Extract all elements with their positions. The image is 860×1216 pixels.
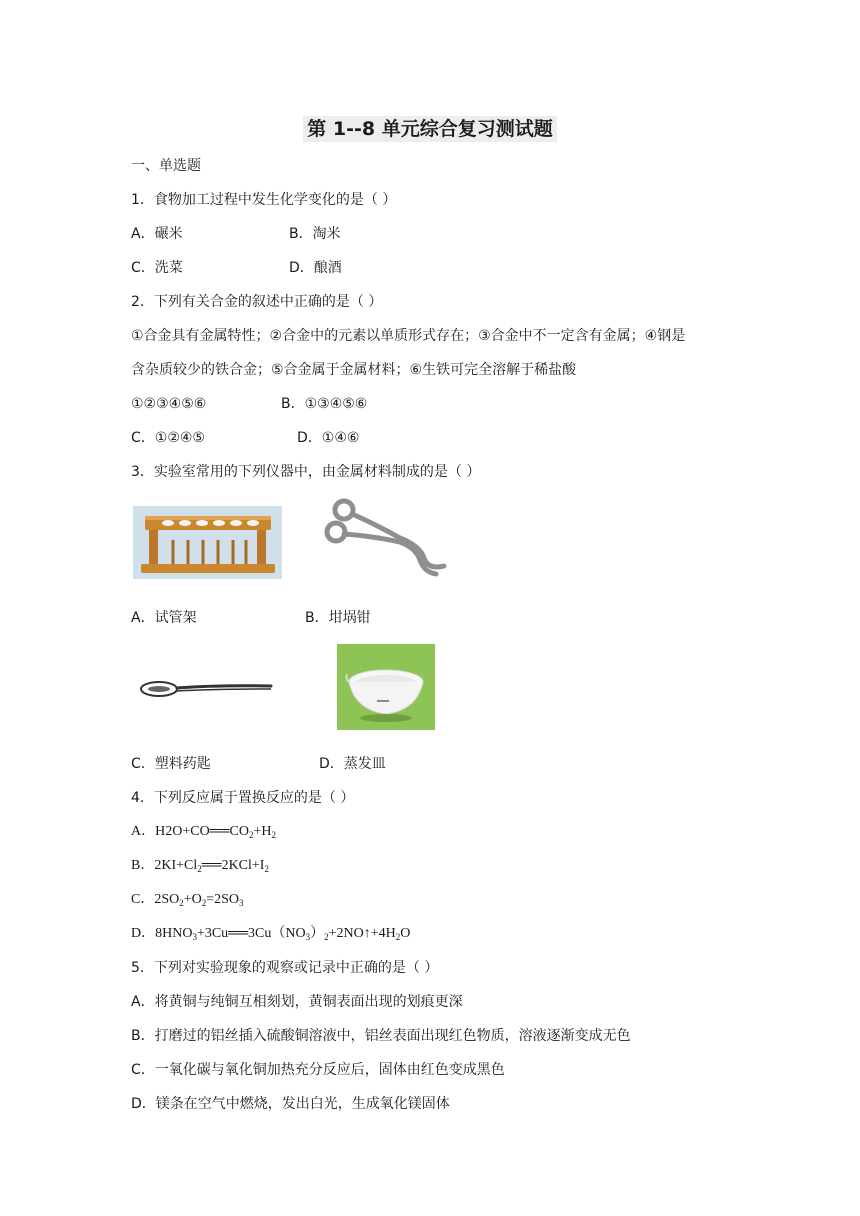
question-5-stem: 5．下列对实验现象的观察或记录中正确的是（ ） <box>131 960 439 976</box>
page-title-text: 第 1--8 单元综合复习测试题 <box>303 116 556 142</box>
question-2-option-a: ①②③④⑤⑥ <box>131 396 207 412</box>
section-heading: 一、单选题 <box>131 158 201 174</box>
question-4-option-d: D．$8HNO_3+3Cu══3Cu(NO_3)_2+2NO↑+4H_2O$ <box>131 926 411 942</box>
question-1-option-d: D．酿酒 <box>289 260 342 276</box>
question-5-option-b: B．打磨过的铝丝插入硫酸铜溶液中，铝丝表面出现红色物质，溶液逐渐变成无色 <box>131 1028 631 1044</box>
question-2-statement-line-1: ①合金具有金属特性；②合金中的元素以单质形式存在；③合金中不一定含有金属；④钢是 <box>131 328 686 344</box>
question-5-option-c: C．一氧化碳与氧化铜加热充分反应后，固体由红色变成黑色 <box>131 1062 505 1078</box>
page-title <box>0 114 860 144</box>
plastic-spoon-image <box>137 676 277 702</box>
crucible-tongs-image <box>320 496 460 582</box>
question-1-option-c: C．洗菜 <box>131 260 183 276</box>
question-2-option-c: C．①②④⑤ <box>131 430 205 446</box>
test-tube-rack-image <box>133 506 282 579</box>
question-4-option-c: C．$2SO_2+O_2=2SO_3$ <box>131 892 244 908</box>
question-2-statement-line-2: 含杂质较少的铁合金；⑤合金属于金属材料；⑥生铁可完全溶解于稀盐酸 <box>131 362 577 378</box>
question-4-stem: 4．下列反应属于置换反应的是（ ） <box>131 790 355 806</box>
question-4-option-a: A．$H2O+CO══CO_2+H_2$ <box>131 824 276 840</box>
evaporating-dish-image <box>337 644 435 730</box>
question-3-option-d: D．蒸发皿 <box>319 756 386 772</box>
question-3-option-c: C．塑料药匙 <box>131 756 211 772</box>
question-5-option-d: D．镁条在空气中燃烧，发出白光，生成氧化镁固体 <box>131 1096 450 1112</box>
question-4-option-b: B．$2KI+Cl_2══2KCl+I_2$ <box>131 858 269 874</box>
question-3-option-b: B．坩埚钳 <box>305 610 371 626</box>
question-3-stem: 3．实验室常用的下列仪器中，由金属材料制成的是（ ） <box>131 464 481 480</box>
question-2-option-d: D．①④⑥ <box>297 430 360 446</box>
question-2-option-b: B．①③④⑤⑥ <box>281 396 368 412</box>
question-1-option-a: A．碾米 <box>131 226 183 242</box>
question-1-stem: 1．食物加工过程中发生化学变化的是（ ） <box>131 192 397 208</box>
question-2-stem: 2．下列有关合金的叙述中正确的是（ ） <box>131 294 383 310</box>
question-1-option-b: B．淘米 <box>289 226 341 242</box>
question-3-option-a: A．试管架 <box>131 610 197 626</box>
question-5-option-a: A．将黄铜与纯铜互相刻划，黄铜表面出现的划痕更深 <box>131 994 463 1010</box>
